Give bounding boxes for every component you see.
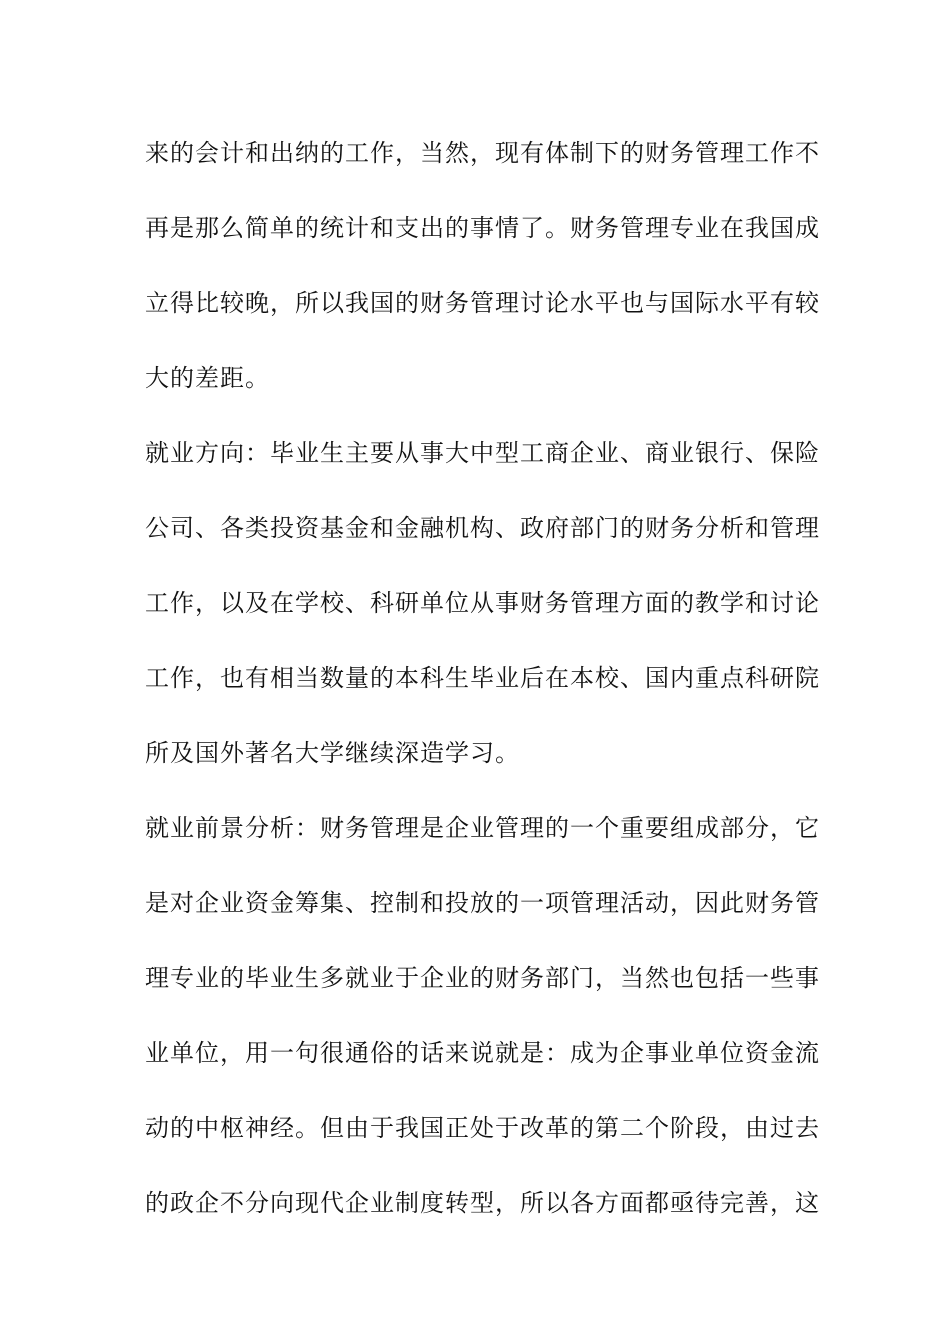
text-line: 所及国外著名大学继续深造学习。 [145, 739, 520, 767]
text-line: 大的差距。 [145, 364, 270, 392]
text-line: 工作，也有相当数量的本科生毕业后在本校、国内重点科研院 [145, 664, 820, 692]
text-line: 理专业的毕业生多就业于企业的财务部门，当然也包括一些事 [145, 964, 820, 992]
text-line: 公司、各类投资基金和金融机构、政府部门的财务分析和管理 [145, 514, 820, 542]
text-line: 就业前景分析：财务管理是企业管理的一个重要组成部分，它 [145, 814, 820, 842]
body-text [145, 126, 820, 1251]
text-line: 是对企业资金筹集、控制和投放的一项管理活动，因此财务管 [145, 889, 820, 917]
text-line: 再是那么简单的统计和支出的事情了。财务管理专业在我国成 [145, 214, 820, 242]
text-line: 就业方向：毕业生主要从事大中型工商企业、商业银行、保险 [145, 439, 820, 467]
text-line: 立得比较晚，所以我国的财务管理讨论水平也与国际水平有较 [145, 289, 820, 317]
text-line: 的政企不分向现代企业制度转型，所以各方面都亟待完善，这 [145, 1189, 820, 1217]
text-line: 动的中枢神经。但由于我国正处于改革的第二个阶段，由过去 [145, 1114, 820, 1142]
text-line: 业单位，用一句很通俗的话来说就是：成为企事业单位资金流 [145, 1039, 820, 1067]
text-line: 工作，以及在学校、科研单位从事财务管理方面的教学和讨论 [145, 589, 820, 617]
text-line: 来的会计和出纳的工作，当然，现有体制下的财务管理工作不 [145, 139, 820, 167]
